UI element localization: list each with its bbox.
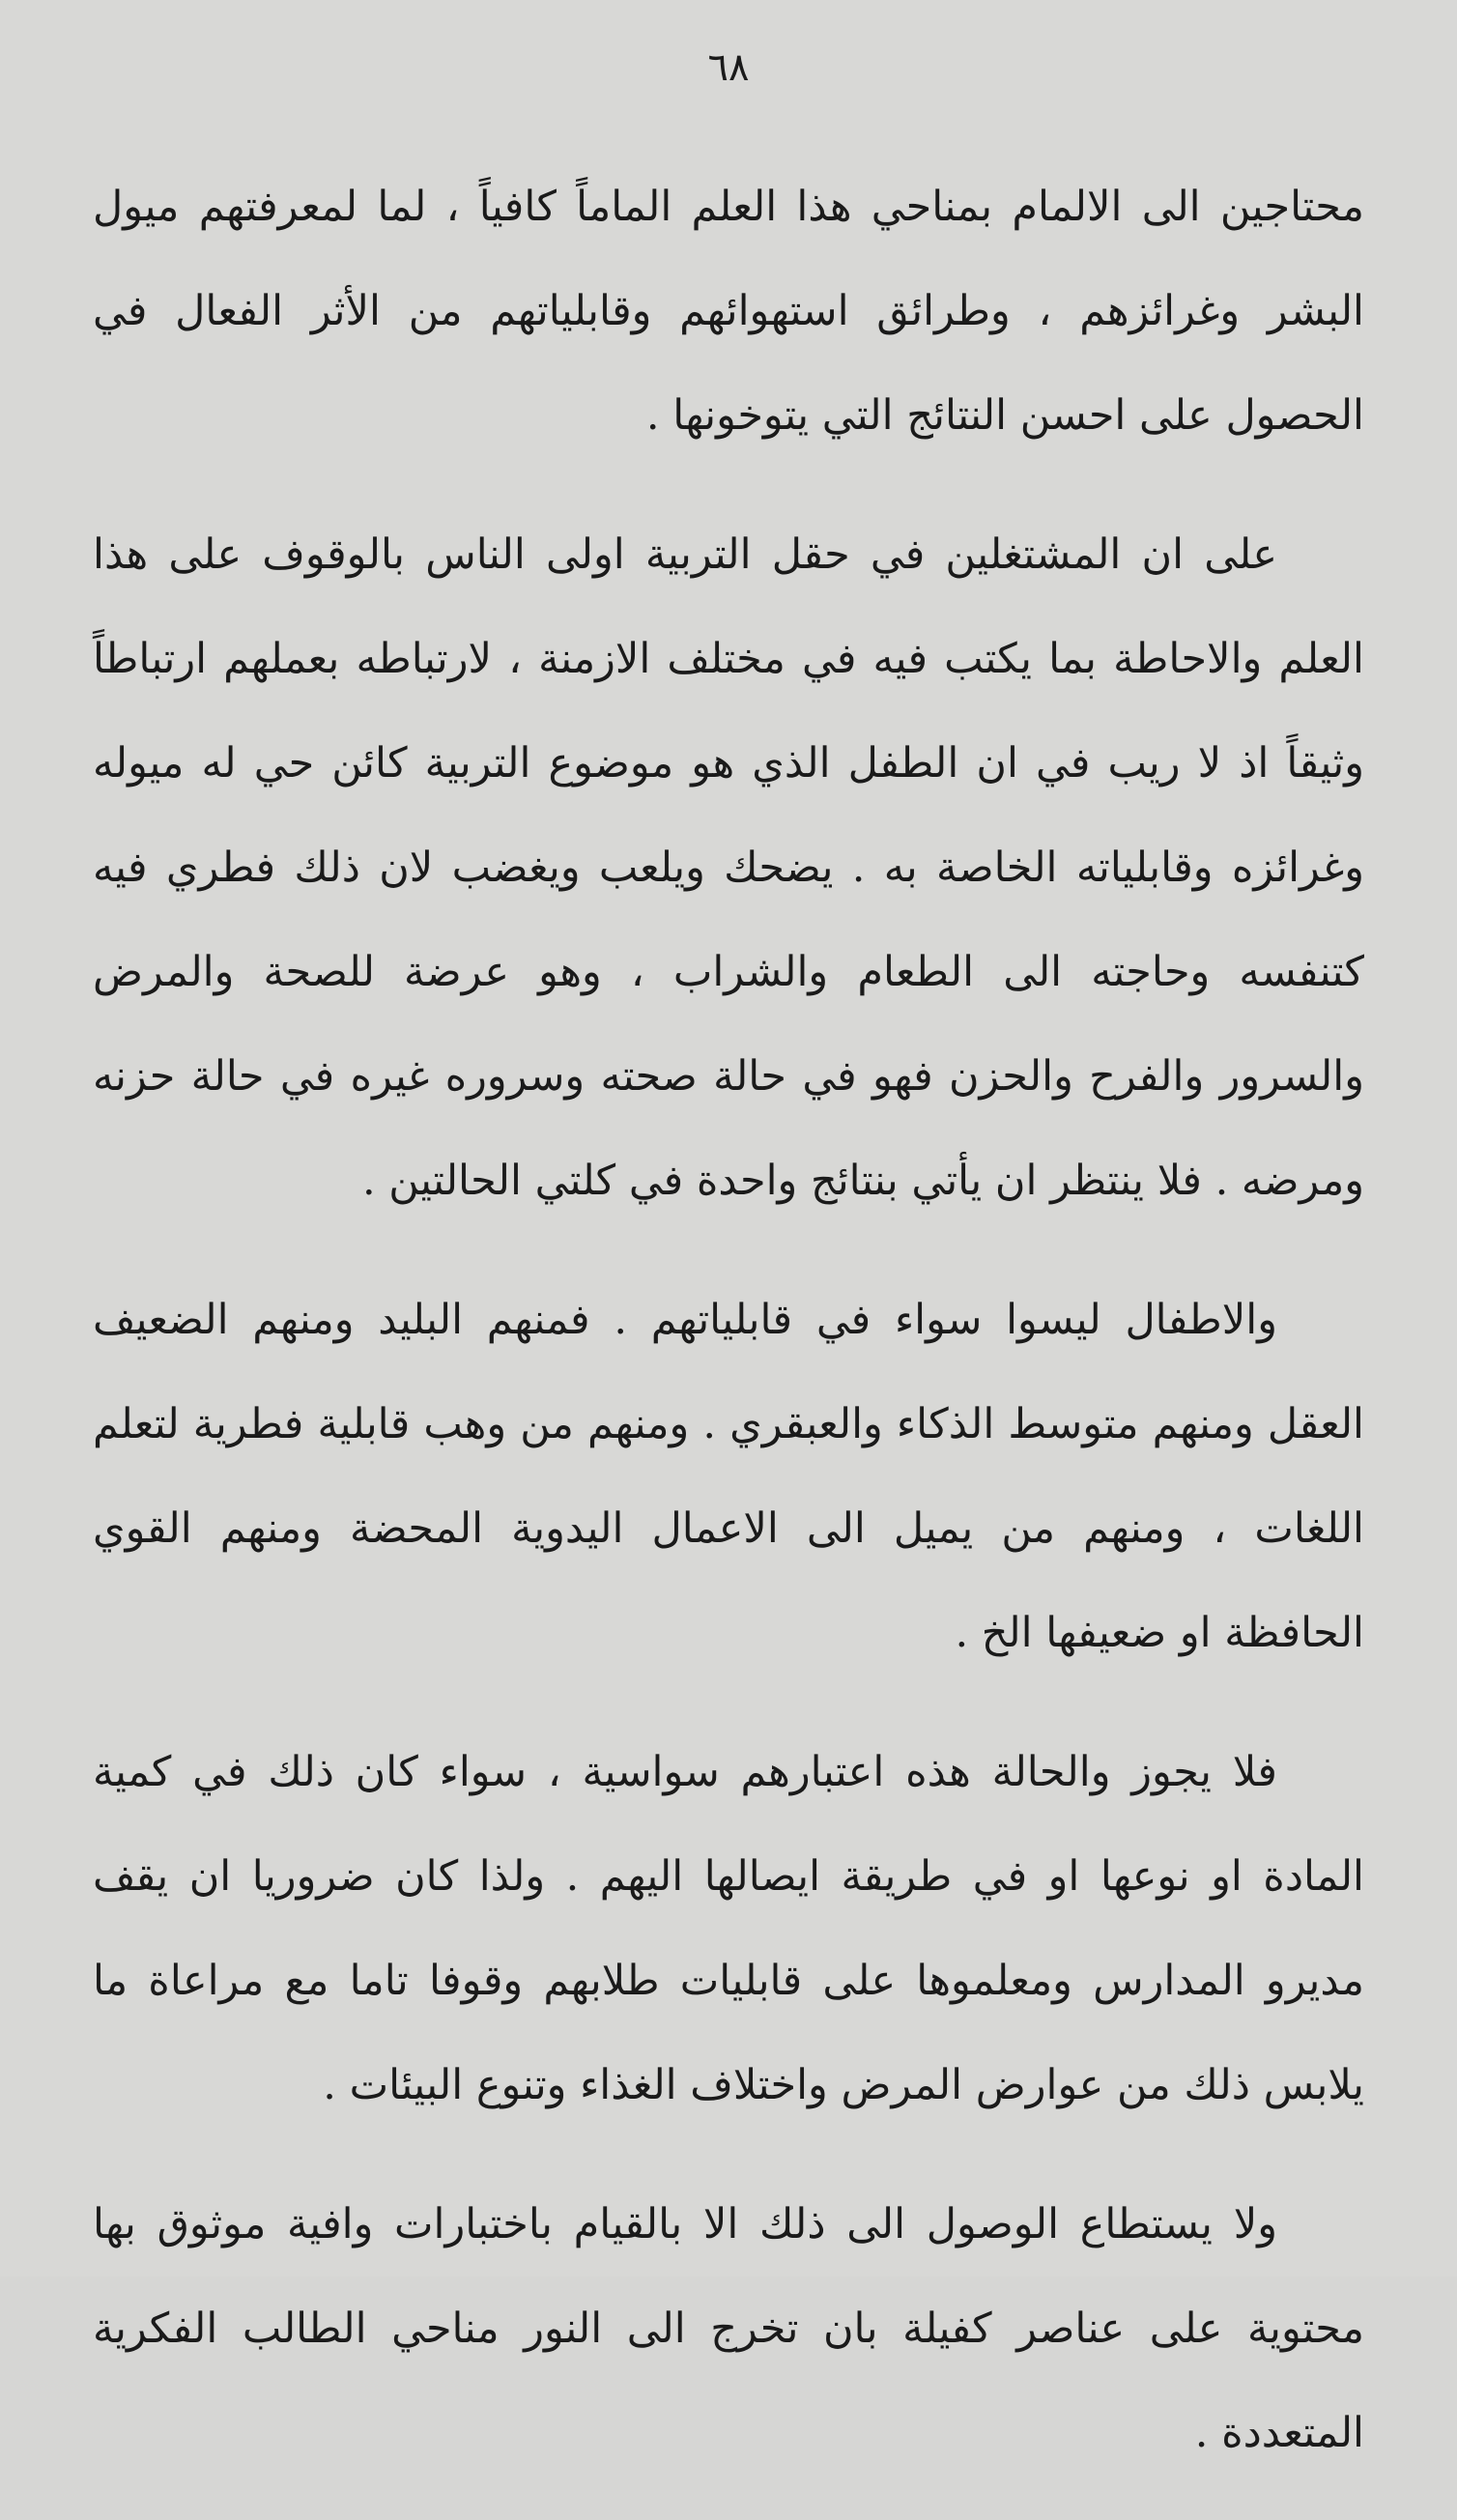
paragraph: والاطفال ليسوا سواء في قابلياتهم . فمنهم البليد ومنهم الضعيف العقل ومنهم متوسط الذكاء والعبقري . ومنهم من وهب قابلية فطرية لتعلم اللغات ، ومنهم من يميل الى الاعمال اليدوية المحضة ومنهم القوي الحافظة او ضعيفها الخ .	[93, 1296, 1364, 1657]
paragraph: على ان المشتغلين في حقل التربية اولى الناس بالوقوف على هذا العلم والاحاطة بما يكتب فيه في مختلف الازمنة ، لارتباطه بعملهم ارتباطاً وثيقاً اذ لا ريب في ان الطفل الذي هو موضوع التربية كائن حي له ميوله وغرائزه وقابلياته الخاصة به . يضحك ويلعب ويغضب لان ذلك فطري فيه كتنفسه وحاجته الى الطعام والشراب ، وهو عرضة للصحة والمرض والسرور والفرح والحزن فهو في حالة صحته وسروره غيره في حالة حزنه ومرضه . فلا ينتظر ان يأتي بنتائج واحدة في كلتي الحالتين .	[93, 530, 1364, 1205]
paragraph: فلا يجوز والحالة هذه اعتبارهم سواسية ، سواء كان ذلك في كمية المادة او نوعها او في طريقة ايصالها اليهم . ولذا كان ضروريا ان يقف مديرو المدارس ومعلموها على قابليات طلابهم وقوفا تاما مع مراعاة ما يلابس ذلك من عوارض المرض واختلاف الغذاء وتنوع البيئات .	[93, 1748, 1364, 2109]
paragraph: محتاجين الى الالمام بمناحي هذا العلم الماماً كافياً ، لما لمعرفتهم ميول البشر وغرائزهم ، وطرائق استهوائهم وقابلياتهم من الأثر الفعال في الحصول على احسن النتائج التي يتوخونها .	[93, 183, 1364, 440]
page-number: ٦٨	[707, 45, 750, 90]
body-text	[93, 155, 1364, 2520]
paragraph: ولا يستطاع الوصول الى ذلك الا بالقيام باختبارات وافية موثوق بها محتوية على عناصر كفيلة بان تخرج الى النور مناحي الطالب الفكرية المتعددة .	[93, 2200, 1364, 2457]
